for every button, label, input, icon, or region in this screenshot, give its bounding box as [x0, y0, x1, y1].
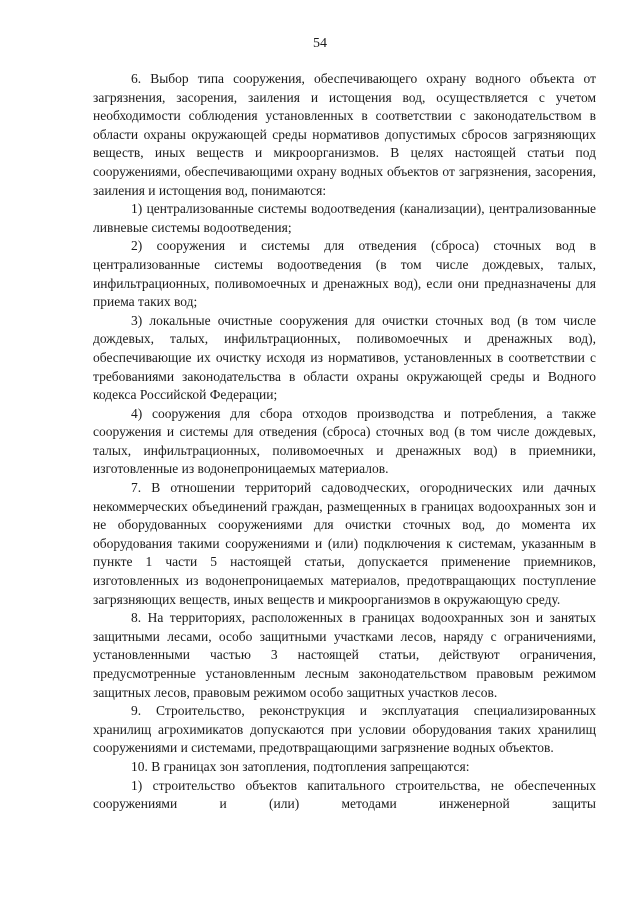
- paragraph-6: 6. Выбор типа сооружения, обеспечивающего охрану водного объекта от загрязнения, засорения, заиления и истощения вод, осуществляется с учетом необходимости соблюдения установленных в соответствии с законодательством в области охраны окружающей среды нормативов допустимых сбросов загрязняющих веществ, иных веществ и микроорганизмов. В целях настоящей статьи под сооружениями, обеспечивающими охрану водных объектов от загрязнения, засорения, заиления и истощения вод, понимаются:: [93, 71, 596, 198]
- paragraph-7: 7. В отношении территорий садоводческих, огороднических или дачных некоммерческих объединений граждан, размещенных в границах водоохранных зон и не оборудованных сооружениями для очистки сточных вод, до момента их оборудования такими сооружениями и (или) подключения к системам, указанным в пункте 1 части 5 настоящей статьи, допускается применение приемников, изготовленных из водонепроницаемых материалов, предотвращающих поступление загрязняющих веществ, иных веществ и микроорганизмов в окружающую среду.: [93, 480, 596, 607]
- paragraph-6-item-3: 3) локальные очистные сооружения для очистки сточных вод (в том числе дождевых, талых, инфильтрационных, поливомоечных и дренажных вод), обеспечивающие их очистку исходя из нормативов, установленных в соответствии с требованиями законодательства в области охраны окружающей среды и Водного кодекса Российской Федерации;: [93, 312, 596, 403]
- page-number: 54: [313, 36, 327, 51]
- paragraph-6-item-4: 4) сооружения для сбора отходов производства и потребления, а также сооружения и системы для отведения (сброса) сточных вод (в том числе дождевых, талых, инфильтрационных, поливомоечных и дренажных вод) в приемники, изготовленные из водонепроницаемых материалов.: [93, 405, 596, 477]
- paragraph-10: 10. В границах зон затопления, подтопления запрещаются:: [131, 758, 470, 774]
- paragraph-9: 9. Строительство, реконструкция и эксплуатация специализированных хранилищ агрохимикатов допускаются при условии оборудования таких хранилищ сооружениями и системами, предотвращающими загрязнение водных объектов.: [93, 703, 596, 756]
- paragraph-8: 8. На территориях, расположенных в границах водоохранных зон и занятых защитными лесами, особо защитными участками лесов, наряду с ограничениями, установленными частью 3 настоящей статьи, действуют ограничения, предусмотренные установленным лесным законодательством правовым режимом защитных лесов, правовым режимом особо защитных участков лесов.: [93, 610, 596, 700]
- paragraph-6-item-1: 1) централизованные системы водоотведения (канализации), централизованные ливневые системы водоотведения;: [93, 201, 596, 235]
- body-text: [93, 70, 596, 814]
- paragraph-6-item-2: 2) сооружения и системы для отведения (сброса) сточных вод в централизованные системы водоотведения (в том числе дождевых, талых, инфильтрационных, поливомоечных и дренажных вод), если они предназначены для приема таких вод;: [93, 238, 596, 310]
- paragraph-10-item-1: 1) строительство объектов капитального строительства, не обеспеченных сооружениями и (или) методами инженерной защиты: [93, 777, 596, 812]
